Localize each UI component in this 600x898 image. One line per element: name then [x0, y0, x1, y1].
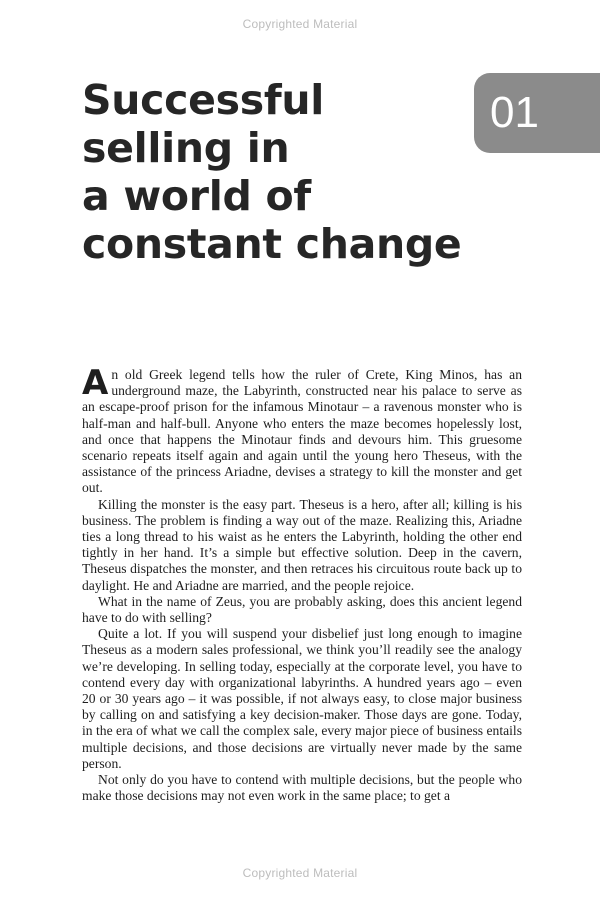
chapter-title — [82, 76, 462, 268]
chapter-body — [82, 363, 522, 804]
body-paragraph: What in the name of Zeus, you are probably asking, does this ancient legend have to do with selling? — [82, 593, 522, 626]
chapter-number-badge: 01 — [474, 73, 600, 153]
chapter-title-line: a world of — [82, 172, 311, 220]
copyright-watermark-top: Copyrighted Material — [242, 17, 358, 31]
chapter-title-line: Successful — [82, 76, 325, 124]
body-paragraph: Killing the monster is the easy part. Theseus is a hero, after all; killing is his business. The problem is finding a way out of the maze. Realizing this, Ariadne ties a long thread to his waist as he enters the Labyrinth, holding the other end tightly in her hand. It’s a simple but effective solution. Deep in the cavern, Theseus dispatches the monster, and then retraces his circuitous route back up to daylight. He and Ariadne are married, and the people rejoice. — [82, 496, 522, 593]
chapter-title-line: constant change — [82, 220, 462, 268]
body-paragraph: Not only do you have to contend with multiple decisions, but the people who make those decisions may not even work in the same place; to get a — [82, 772, 522, 804]
body-paragraph — [82, 363, 522, 497]
body-paragraph: Quite a lot. If you will suspend your disbelief just long enough to imagine Theseus as a modern sales professional, we think you’ll readily see the analogy we’re developing. In selling today, especially at the corporate level, you have to contend every day with organizational labyrinths. A hundred years ago – even 20 or 30 years ago – it was possible, if not always easy, to close major business by calling on and satisfying a key decision-maker. Those days are gone. Today, in the era of what we call the complex sale, every major piece of business entails multiple decisions, and those decisions are virtually never made by the same person. — [82, 626, 522, 771]
copyright-watermark-bottom: Copyrighted Material — [242, 866, 358, 880]
drop-cap: A — [82, 363, 109, 403]
paragraph-text: n old Greek legend tells how the ruler of Crete, King Minos, has an underground maze, the Labyrinth, constructed near his palace to serve as an escape-proof prison for the infamous Minotaur – a ravenous monster who is half-man and half-bull. Anyone who enters the maze becomes hopelessly lost, and once that happens the Minotaur finds and devours him. This gruesome scenario repeats itself again and again until the young hero Theseus, with the assistance of the princess Ariadne, devises a strategy to kill the monster and get out. — [82, 367, 522, 496]
chapter-title-line: selling in — [82, 124, 290, 172]
